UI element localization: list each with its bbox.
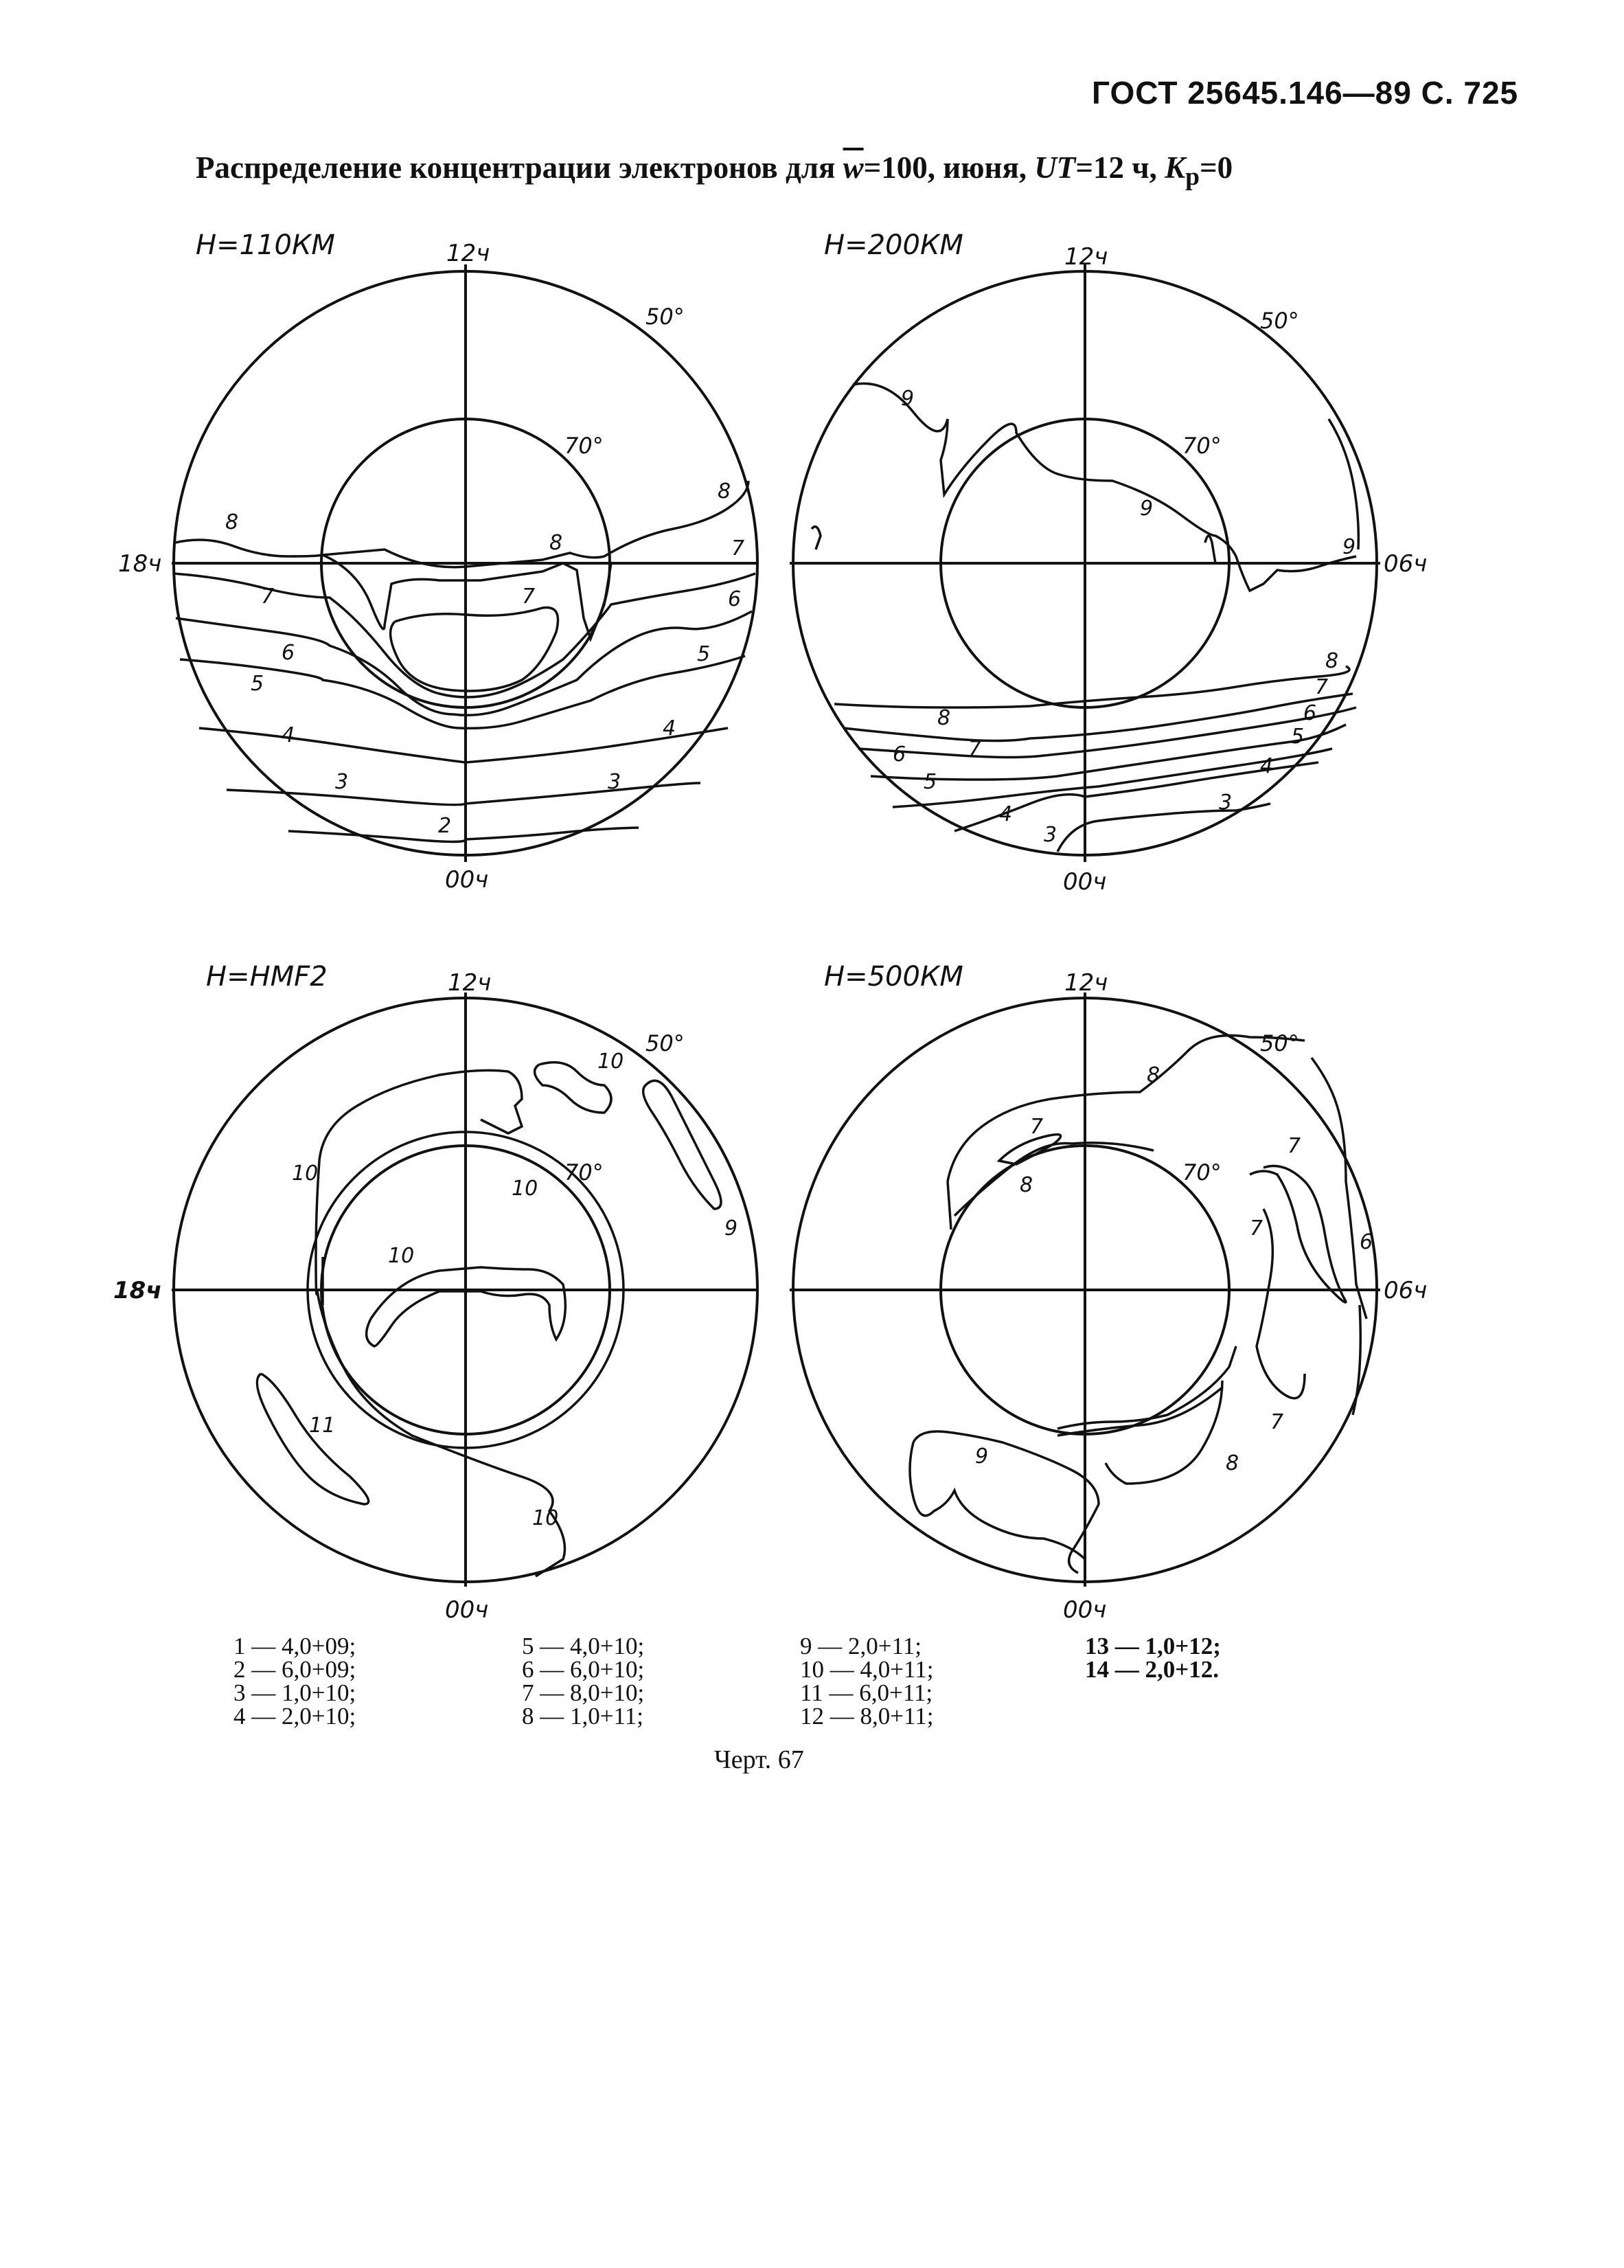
legend-item: 2 — 6,0+09;: [233, 1656, 356, 1683]
svg-text:3: 3: [335, 770, 349, 794]
panel-h200: [790, 229, 1427, 896]
page-header: ГОСТ 25645.146—89 С. 725: [1092, 75, 1519, 111]
svg-text:7: 7: [968, 737, 982, 761]
title-kp-value: =0: [1199, 150, 1233, 185]
time-label-top: 12ч: [446, 240, 490, 267]
contour-lines: [910, 1036, 1366, 1574]
svg-text:3: 3: [608, 770, 621, 794]
lat-label-inner: 70°: [564, 1159, 604, 1186]
lat-label-outer: 50°: [645, 304, 685, 330]
time-label-right: 06ч: [1384, 1277, 1428, 1304]
svg-text:7: 7: [1030, 1115, 1044, 1139]
svg-text:8: 8: [225, 510, 239, 534]
time-label-left: 18ч: [113, 1277, 162, 1304]
legend-item: 4 — 2,0+10;: [233, 1703, 356, 1730]
svg-text:2: 2: [438, 814, 452, 838]
svg-text:7: 7: [1250, 1216, 1263, 1240]
legend-column-4: [1085, 1635, 1221, 1681]
svg-text:4: 4: [999, 802, 1013, 826]
svg-text:5: 5: [924, 770, 937, 794]
time-label-bottom: 00ч: [445, 1596, 489, 1624]
svg-text:8: 8: [718, 479, 731, 503]
svg-text:6: 6: [1303, 701, 1317, 725]
lat-label-inner: 70°: [1182, 1159, 1222, 1186]
lat-label-inner: 70°: [564, 433, 604, 459]
svg-text:7: 7: [731, 536, 745, 560]
svg-text:10: 10: [532, 1506, 559, 1530]
panel-h500: [790, 961, 1427, 1624]
panel-heading: H=500КМ: [824, 961, 963, 993]
svg-text:7: 7: [1315, 675, 1329, 699]
svg-text:9: 9: [975, 1444, 989, 1468]
title-w-symbol: $\overline{w}$: [843, 150, 864, 185]
contour-value-labels: [893, 387, 1356, 847]
legend-column-2: [522, 1635, 644, 1728]
legend-item: 3 — 1,0+10;: [233, 1679, 356, 1706]
legend-item: 12 — 8,0+11;: [800, 1703, 934, 1730]
title-w-value: =100, июня,: [863, 150, 1035, 185]
time-label-top: 12ч: [1064, 969, 1108, 997]
legend-item: 1 — 4,0+09;: [233, 1633, 356, 1659]
svg-text:5: 5: [251, 672, 264, 696]
svg-text:4: 4: [663, 716, 676, 740]
svg-text:7: 7: [1288, 1134, 1301, 1158]
svg-text:6: 6: [282, 641, 295, 665]
svg-text:9: 9: [1342, 535, 1356, 559]
panel-heading: H=200КМ: [824, 229, 963, 261]
legend-item: 13 — 1,0+12;: [1085, 1633, 1221, 1659]
svg-text:9: 9: [901, 387, 915, 411]
svg-text:10: 10: [512, 1177, 538, 1201]
svg-text:10: 10: [292, 1161, 319, 1186]
legend-item: 9 — 2,0+11;: [800, 1633, 922, 1659]
svg-text:5: 5: [697, 642, 711, 666]
time-label-bottom: 00ч: [1063, 1596, 1107, 1624]
title-kp: K: [1165, 150, 1186, 185]
legend-item: 6 — 6,0+10;: [522, 1656, 645, 1683]
lat-label-outer: 50°: [645, 1030, 685, 1056]
legend-column-3: [800, 1635, 933, 1728]
svg-text:3: 3: [1219, 791, 1233, 815]
svg-text:8: 8: [1020, 1173, 1033, 1197]
svg-text:8: 8: [937, 706, 951, 730]
svg-text:8: 8: [1325, 649, 1339, 673]
title-ut: UT: [1034, 150, 1076, 185]
svg-text:4: 4: [1260, 754, 1274, 778]
panel-heading: H=HMF2: [206, 961, 328, 993]
title-prefix: Распределение концентрации электронов для: [196, 150, 843, 185]
time-label-bottom: 00ч: [445, 866, 489, 894]
legend-item: 8 — 1,0+11;: [522, 1703, 643, 1730]
time-label-top: 12ч: [1064, 243, 1108, 271]
title-ut-value: =12 ч,: [1075, 150, 1165, 185]
svg-text:4: 4: [282, 723, 295, 747]
legend-item: 11 — 6,0+11;: [800, 1679, 933, 1706]
svg-text:5: 5: [1291, 725, 1305, 749]
lat-label-outer: 50°: [1260, 308, 1299, 334]
legend-item: 7 — 8,0+10;: [522, 1679, 645, 1706]
svg-text:7: 7: [1270, 1410, 1284, 1434]
legend-column-1: [233, 1635, 356, 1728]
svg-text:6: 6: [728, 587, 742, 611]
svg-text:6: 6: [893, 742, 906, 767]
panel-heading: H=110КМ: [196, 229, 335, 261]
panel-hmf2: [113, 961, 759, 1624]
figure-caption: Черт. 67: [714, 1745, 804, 1774]
title-kp-sub: p: [1185, 163, 1200, 191]
lat-label-outer: 50°: [1260, 1030, 1299, 1056]
legend-item: 14 — 2,0+12.: [1085, 1656, 1219, 1683]
svg-text:9: 9: [724, 1216, 738, 1240]
legend-item: 5 — 4,0+10;: [522, 1633, 645, 1659]
svg-text:10: 10: [597, 1050, 624, 1074]
svg-text:10: 10: [388, 1244, 415, 1268]
svg-text:7: 7: [261, 585, 275, 609]
lat-label-inner: 70°: [1182, 433, 1222, 459]
svg-text:3: 3: [1044, 823, 1057, 847]
svg-text:8: 8: [549, 531, 563, 555]
time-label-left: 18ч: [118, 550, 162, 578]
svg-text:9: 9: [1140, 497, 1154, 521]
legend-item: 10 — 4,0+11;: [800, 1656, 934, 1683]
panel-h110: [118, 229, 759, 894]
svg-text:8: 8: [1147, 1063, 1160, 1087]
svg-text:6: 6: [1360, 1230, 1373, 1254]
svg-text:11: 11: [309, 1414, 336, 1438]
time-label-bottom: 00ч: [1063, 868, 1107, 896]
contour-lines: [257, 1063, 721, 1576]
svg-text:8: 8: [1226, 1451, 1239, 1475]
svg-text:7: 7: [522, 585, 536, 609]
time-label-right: 06ч: [1384, 550, 1428, 578]
time-label-top: 12ч: [448, 969, 492, 997]
